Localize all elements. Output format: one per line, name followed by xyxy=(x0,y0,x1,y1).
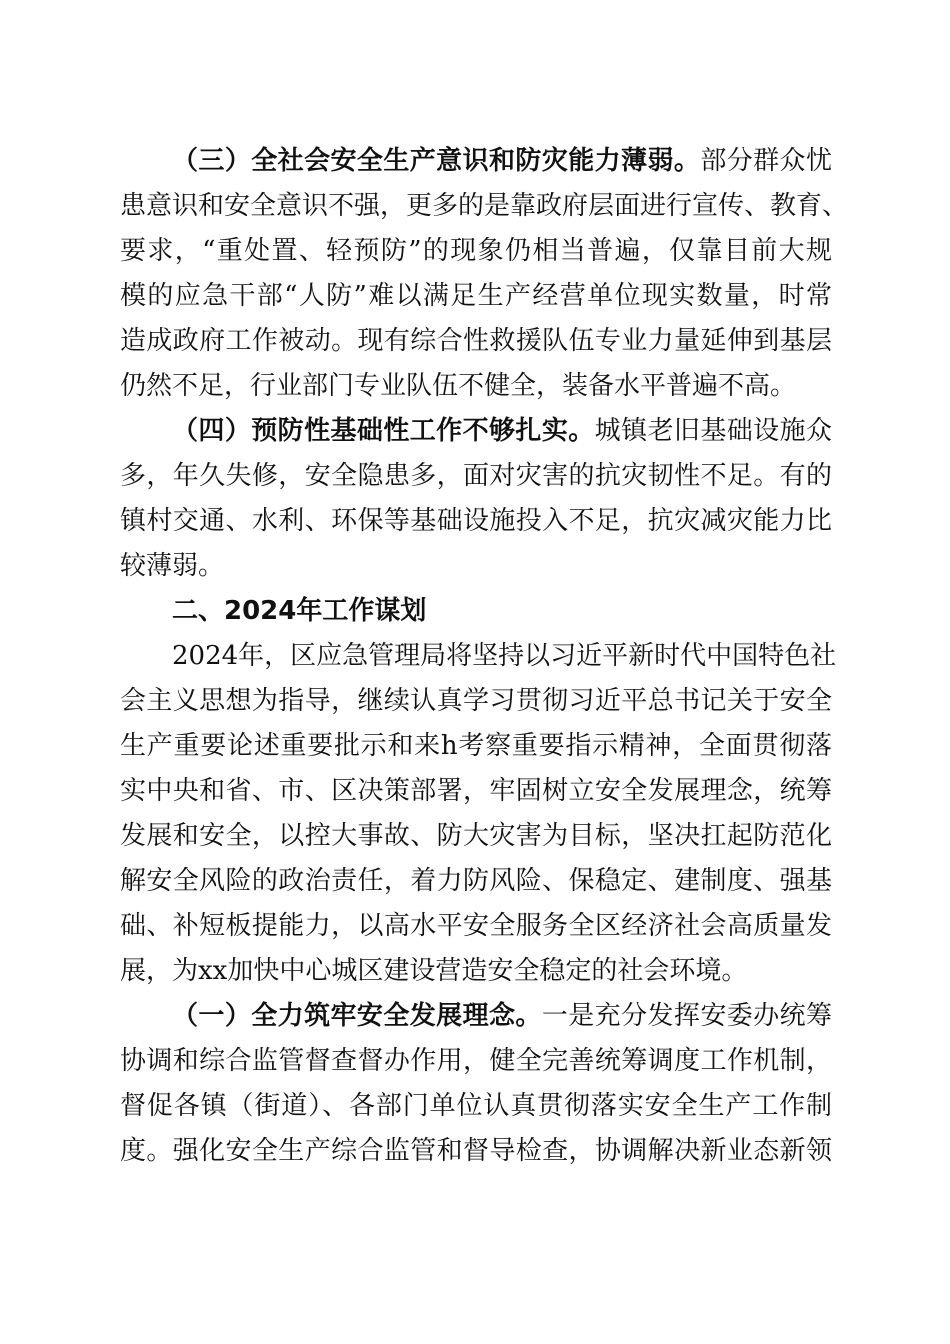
section-subtitle: （三）全社会安全生产意识和防灾能力薄弱。 xyxy=(172,146,701,176)
paragraph-line: 造成政府工作被动。现有综合性救援队伍专业力量延伸到基层 xyxy=(120,326,832,356)
section-subtitle: （一）全力筑牢安全发展理念。 xyxy=(172,1001,542,1031)
paragraph-line: 2024年，区应急管理局将坚持以习近平新时代中国特色社 xyxy=(172,641,837,671)
paragraph-line: 础、补短板提能力，以高水平安全服务全区经济社会高质量发 xyxy=(120,911,832,941)
section-heading: 二、2024年工作谋划 xyxy=(172,596,427,626)
paragraph-line: 度。强化安全生产综合监管和督导检查，协调解决新业态新领 xyxy=(120,1136,832,1166)
paragraph-line: 实中央和省、市、区决策部署，牢固树立安全发展理念，统筹 xyxy=(120,776,832,806)
paragraph-text: 城镇老旧基础设施众 xyxy=(594,416,832,446)
paragraph-line xyxy=(120,994,832,1039)
paragraph-text: 一是充分发挥安委办统筹 xyxy=(541,1001,832,1031)
section-subtitle: （四）预防性基础性工作不够扎实。 xyxy=(172,416,595,446)
paragraph-line: 发展和安全，以控大事故、防大灾害为目标，坚决扛起防范化 xyxy=(120,821,832,851)
paragraph-line: 模的应急干部“人防”难以满足生产经营单位现实数量，时常 xyxy=(120,281,832,311)
paragraph-line: 患意识和安全意识不强，更多的是靠政府层面进行宣传、教育、 xyxy=(120,191,849,221)
paragraph-line: 会主义思想为指导，继续认真学习贯彻习近平总书记关于安全 xyxy=(120,686,832,716)
paragraph-text: 部分群众忧 xyxy=(700,146,832,176)
paragraph-line: 解安全风险的政治责任，着力防风险、保稳定、建制度、强基 xyxy=(120,866,832,896)
paragraph-line: 生产重要论述重要批示和来h考察重要指示精神，全面贯彻落 xyxy=(120,731,832,761)
paragraph-line: 较薄弱。 xyxy=(120,551,225,581)
paragraph-line: 镇村交通、水利、环保等基础设施投入不足，抗灾减灾能力比 xyxy=(120,506,832,536)
paragraph-line: 多，年久失修，安全隐患多，面对灾害的抗灾韧性不足。有的 xyxy=(120,461,832,491)
paragraph-line: 督促各镇（街道）、各部门单位认真贯彻落实安全生产工作制 xyxy=(120,1091,832,1121)
paragraph-line: 仍然不足，行业部门专业队伍不健全，装备水平普遍不高。 xyxy=(120,371,797,401)
paragraph-line xyxy=(120,409,832,454)
paragraph-line: 要求，“重处置、轻预防”的现象仍相当普遍，仅靠目前大规 xyxy=(120,236,832,266)
document-body xyxy=(120,139,849,1174)
paragraph-line: 协调和综合监管督查督办作用，健全完善统筹调度工作机制， xyxy=(120,1046,832,1076)
paragraph-line: 展，为xx加快中心城区建设营造安全稳定的社会环境。 xyxy=(120,956,748,986)
paragraph-line xyxy=(120,139,832,184)
